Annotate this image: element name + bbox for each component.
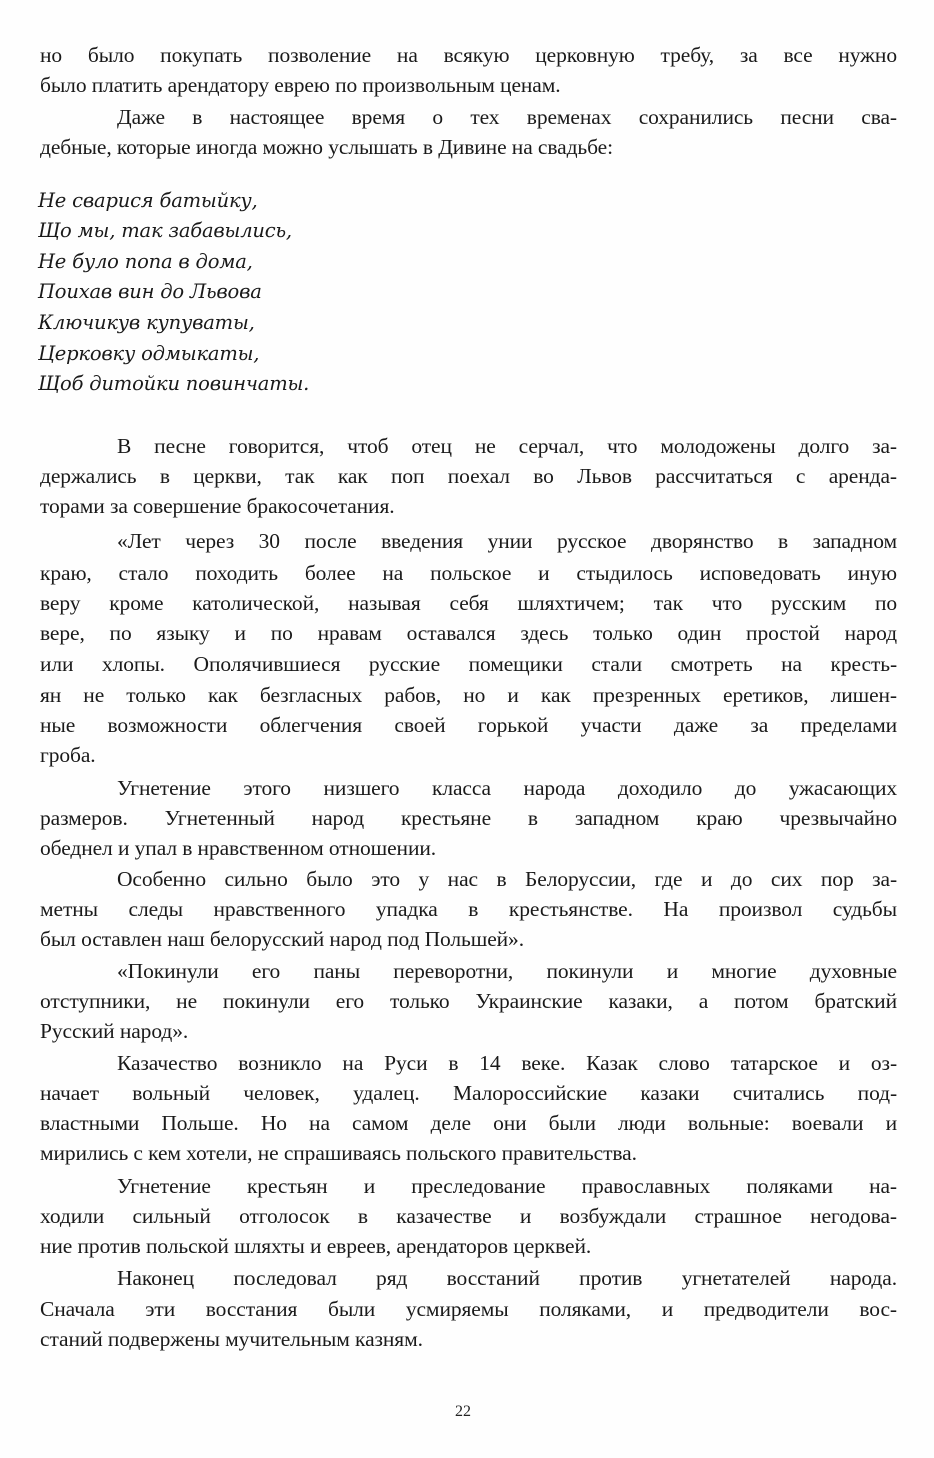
- text-line: было платить арендатору еврею по произвольным ценам.: [40, 73, 561, 97]
- text-line: «Лет через 30 после введения унии русское дворянство в западном: [117, 529, 897, 553]
- text-line: или хлопы. Ополячившиеся русские помещики стали смотреть на кресть-: [40, 652, 897, 676]
- text-line: но было покупать позволение на всякую церковную требу, за все нужно: [40, 43, 897, 67]
- text-line: ные возможности облегчения своей горькой участи даже за пределами: [40, 713, 897, 737]
- text-line: дебные, которые иногда можно услышать в Дивине на свадьбе:: [40, 135, 613, 159]
- text-line: Сначала эти восстания были усмиряемы поляками, и предводители вос-: [40, 1297, 897, 1321]
- text-line: вере, по языку и по нравам оставался здесь только один простой народ: [40, 621, 897, 645]
- text-line: властными Польше. Но на самом деле они были люди вольные: воевали и: [40, 1111, 897, 1135]
- text-line: метны следы нравственного упадка в крестьянстве. На произвол судьбы: [40, 897, 897, 921]
- text-line: станий подвержены мучительным казням.: [40, 1327, 423, 1351]
- text-line: «Покинули его паны переворотни, покинули и многие духовные: [117, 959, 897, 983]
- poem-line: Ключикув купуваты,: [38, 311, 255, 334]
- text-line: Наконец последовал ряд восстаний против угнетателей народа.: [117, 1266, 897, 1290]
- text-line: Угнетение этого низшего класса народа доходило до ужасающих: [117, 776, 897, 800]
- text-line: обеднел и упал в нравственном отношении.: [40, 836, 437, 860]
- text-line: гроба.: [40, 743, 96, 767]
- text-line: Даже в настоящее время о тех временах сохранились песни сва-: [117, 105, 897, 129]
- text-line: ян не только как безгласных рабов, но и как презренных еретиков, лишен-: [40, 683, 897, 707]
- text-line: торами за совершение бракосочетания.: [40, 494, 395, 518]
- poem-line: Поихав вин до Львова: [38, 280, 262, 303]
- page-number: 22: [455, 1403, 471, 1420]
- poem-line: Церковку одмыкаты,: [38, 342, 260, 365]
- text-line: начает вольный человек, удалец. Малороссийские казаки считались под-: [40, 1081, 897, 1105]
- text-line: ходили сильный отголосок в казачестве и возбуждали страшное негодова-: [40, 1204, 897, 1228]
- text-line: отступники, не покинули его только Украинские казаки, а потом братский: [40, 989, 897, 1013]
- text-line: мирились с кем хотели, не спрашиваясь польского правительства.: [40, 1141, 637, 1165]
- text-line: веру кроме католической, называя себя шляхтичем; так что русским по: [40, 591, 897, 615]
- text-line: Особенно сильно было это у нас в Белоруссии, где и до сих пор за-: [117, 867, 897, 891]
- text-line: держались в церкви, так как поп поехал во Львов рассчитаться с аренда-: [40, 464, 897, 488]
- text-line: размеров. Угнетенный народ крестьяне в западном краю чрезвычайно: [40, 806, 897, 830]
- text-line: Русский народ».: [40, 1019, 189, 1043]
- poem-line: Щоб дитойки повинчаты.: [38, 372, 310, 395]
- text-line: ние против польской шляхты и евреев, арендаторов церквей.: [40, 1234, 592, 1258]
- text-line: краю, стало походить более на польское и стыдилось исповедовать иную: [40, 561, 897, 585]
- poem-line: Що мы, так забавылись,: [38, 219, 292, 242]
- poem-line: Не сварися батыйку,: [38, 189, 258, 212]
- poem-line: Не було попа в дома,: [38, 250, 253, 273]
- text-line: Казачество возникло на Руси в 14 веке. Казак слово татарское и оз-: [117, 1051, 897, 1075]
- text-line: В песне говорится, чтоб отец не серчал, что молодожены долго за-: [117, 434, 897, 458]
- text-line: был оставлен наш белорусский народ под Польшей».: [40, 927, 524, 951]
- text-line: Угнетение крестьян и преследование православных поляками на-: [117, 1174, 897, 1198]
